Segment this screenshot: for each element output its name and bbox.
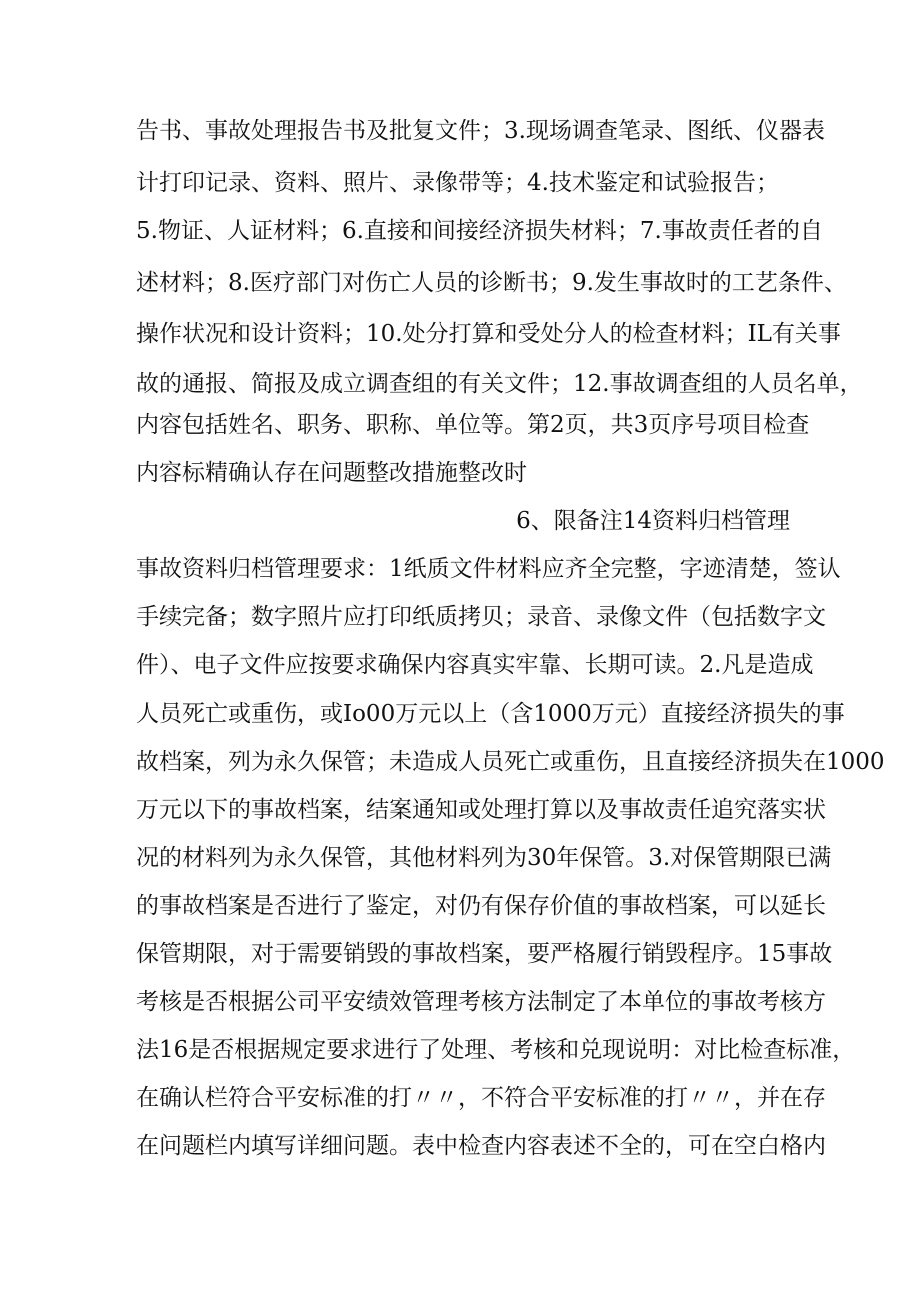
text-line: 人员死亡或重伤，或Io00万元以上（含1000万元）直接经济损失的事 xyxy=(136,701,845,727)
text-line: 事故资料归档管理要求：1纸质文件材料应齐全完整，字迹清楚，签认 xyxy=(136,556,841,582)
text-line: 的事故档案是否进行了鉴定，对仍有保存价值的事故档案，可以延长 xyxy=(136,893,826,919)
text-line: 故的通报、简报及成立调查组的有关文件；12.事故调查组的人员名单， xyxy=(136,371,863,397)
text-line: 手续完备；数字照片应打印纸质拷贝；录音、录像文件（包括数字文 xyxy=(136,604,826,630)
text-line: 万元以下的事故档案，结案通知或处理打算以及事故责任追究落实状 xyxy=(136,797,826,823)
text-line: 保管期限，对于需要销毁的事故档案，要严格履行销毁程序。15事故 xyxy=(136,941,833,967)
text-line: 在确认栏符合平安标准的打〃〃，不符合平安标准的打〃〃，并在存 xyxy=(136,1085,826,1111)
text-line: 5.物证、人证材料；6.直接和间接经济损失材料；7.事故责任者的自 xyxy=(136,218,823,244)
text-line: 内容包括姓名、职务、职称、单位等。第2页，共3页序号项目检查 xyxy=(136,412,810,438)
text-line: 法16是否根据规定要求进行了处理、考核和兑现说明：对比检查标准， xyxy=(136,1037,856,1063)
text-line: 况的材料列为永久保管，其他材料列为30年保管。3.对保管期限已满 xyxy=(136,845,832,871)
text-line: 在问题栏内填写详细问题。表中检查内容表述不全的，可在空白格内 xyxy=(136,1133,826,1159)
text-line: 内容标精确认存在问题整改措施整改时 xyxy=(136,460,527,486)
text-line: 告书、事故处理报告书及批复文件；3.现场调查笔录、图纸、仪器表 xyxy=(136,118,825,144)
text-line: 考核是否根据公司平安绩效管理考核方法制定了本单位的事故考核方 xyxy=(136,989,826,1015)
text-line: 操作状况和设计资料；10.处分打算和受处分人的检查材料；IL有关事 xyxy=(136,321,841,347)
text-line: 故档案，列为永久保管；未造成人员死亡或重伤，且直接经济损失在1000 xyxy=(136,749,885,775)
text-line: 件）、电子文件应按要求确保内容真实牢靠、长期可读。2.凡是造成 xyxy=(136,652,814,678)
text-line: 计打印记录、资料、照片、录像带等；4.技术鉴定和试验报告； xyxy=(136,170,779,196)
section-heading: 6、限备注14资料归档管理 xyxy=(516,508,790,534)
text-line: 述材料；8.医疗部门对伤亡人员的诊断书；9.发生事故时的工艺条件、 xyxy=(136,270,847,296)
